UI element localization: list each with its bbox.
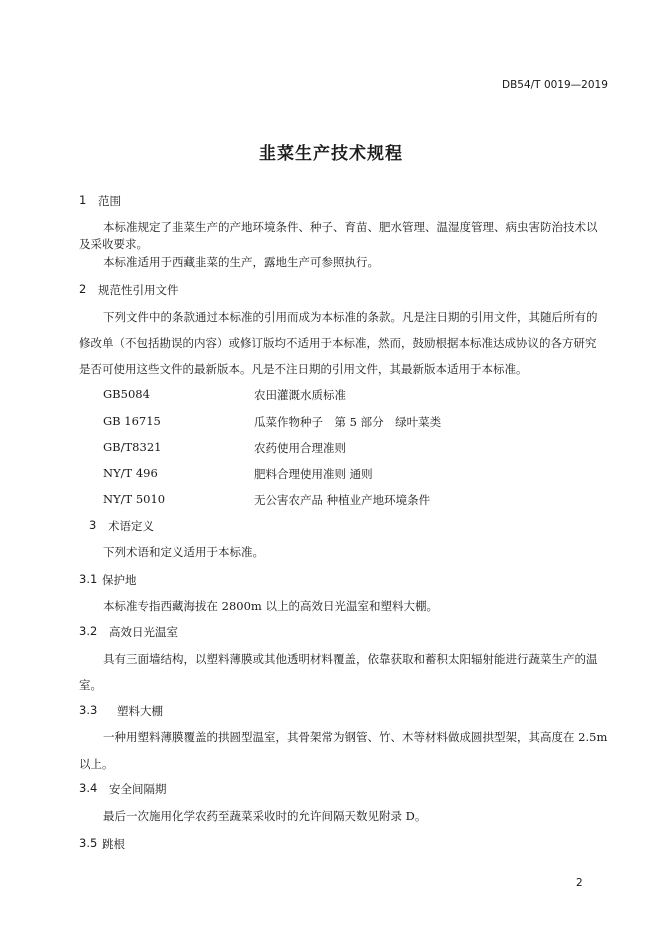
section-1-paragraph-2: 本标准适用于西藏韭菜的生产，露地生产可参照执行。	[103, 255, 379, 269]
reference-title: 农药使用合理准则	[254, 441, 346, 455]
section-1-heading: 范围	[98, 194, 121, 208]
page-title: 韭菜生产技术规程	[259, 144, 403, 164]
section-2-paragraph-line-2: 修改单（不包括勘误的内容）或修订版均不适用于本标准，然而，鼓励根据本标准达成协议的各方研究	[79, 336, 597, 350]
reference-title: 无公害农产品 种植业产地环境条件	[254, 493, 431, 507]
section-3-2-paragraph-line-2: 室。	[79, 678, 102, 692]
section-3-intro: 下列术语和定义适用于本标准。	[103, 545, 264, 559]
section-3-number: 3	[89, 518, 97, 532]
section-3-2-heading: 高效日光温室	[109, 625, 178, 639]
reference-title: 瓜菜作物种子 第 5 部分 绿叶菜类	[254, 415, 442, 429]
section-3-3-number: 3.3	[79, 703, 98, 717]
section-2-number: 2	[79, 282, 87, 296]
section-2-paragraph-line-3: 是否可使用这些文件的最新版本。凡是不注日期的引用文件，其最新版本适用于本标准。	[79, 362, 528, 376]
section-3-3-heading: 塑料大棚	[117, 704, 163, 718]
section-1-paragraph-1-line-1: 本标准规定了韭菜生产的产地环境条件、种子、育苗、肥水管理、温湿度管理、病虫害防治技术以	[103, 220, 598, 234]
section-3-1-paragraph: 本标准专指西藏海拔在 2800m 以上的高效日光温室和塑料大棚。	[103, 599, 438, 613]
section-3-3-paragraph-line-1: 一种用塑料薄膜覆盖的拱圆型温室，其骨架常为钢管、竹、木等材料做成圆拱型架，其高度在 2.5m	[103, 730, 608, 744]
reference-title: 农田灌溉水质标准	[254, 388, 346, 402]
reference-code: NY/T 496	[103, 466, 158, 480]
reference-title: 肥料合理使用准则 通则	[254, 467, 373, 481]
section-3-heading: 术语定义	[108, 519, 154, 533]
reference-code: NY/T 5010	[103, 492, 166, 506]
reference-code: GB5084	[103, 387, 150, 401]
section-3-4-heading: 安全间隔期	[109, 782, 167, 796]
section-3-5-number: 3.5	[79, 836, 98, 850]
section-2-paragraph-line-1: 下列文件中的条款通过本标准的引用而成为本标准的条款。凡是注日期的引用文件，其随后所有的	[103, 310, 598, 324]
section-3-4-number: 3.4	[79, 781, 98, 795]
section-1-paragraph-1-line-2: 及采收要求。	[79, 237, 148, 251]
section-3-2-paragraph-line-1: 具有三面墙结构，以塑料薄膜或其他透明材料覆盖，依靠获取和蓄积太阳辐射能进行蔬菜生产的温	[103, 652, 598, 666]
document-id: DB54/T 0019—2019	[502, 79, 608, 91]
section-3-1-heading: 保护地	[102, 573, 137, 587]
section-3-2-number: 3.2	[79, 624, 98, 638]
reference-code: GB/T8321	[103, 440, 162, 454]
section-1-number: 1	[79, 193, 87, 207]
section-3-4-paragraph: 最后一次施用化学农药至蔬菜采收时的允许间隔天数见附录 D。	[103, 809, 427, 823]
reference-code: GB 16715	[103, 414, 161, 428]
section-3-5-heading: 跳根	[102, 837, 125, 851]
page-number: 2	[576, 877, 583, 889]
section-3-3-paragraph-line-2: 以上。	[79, 757, 114, 771]
section-3-1-number: 3.1	[79, 572, 98, 586]
section-2-heading: 规范性引用文件	[98, 283, 179, 297]
